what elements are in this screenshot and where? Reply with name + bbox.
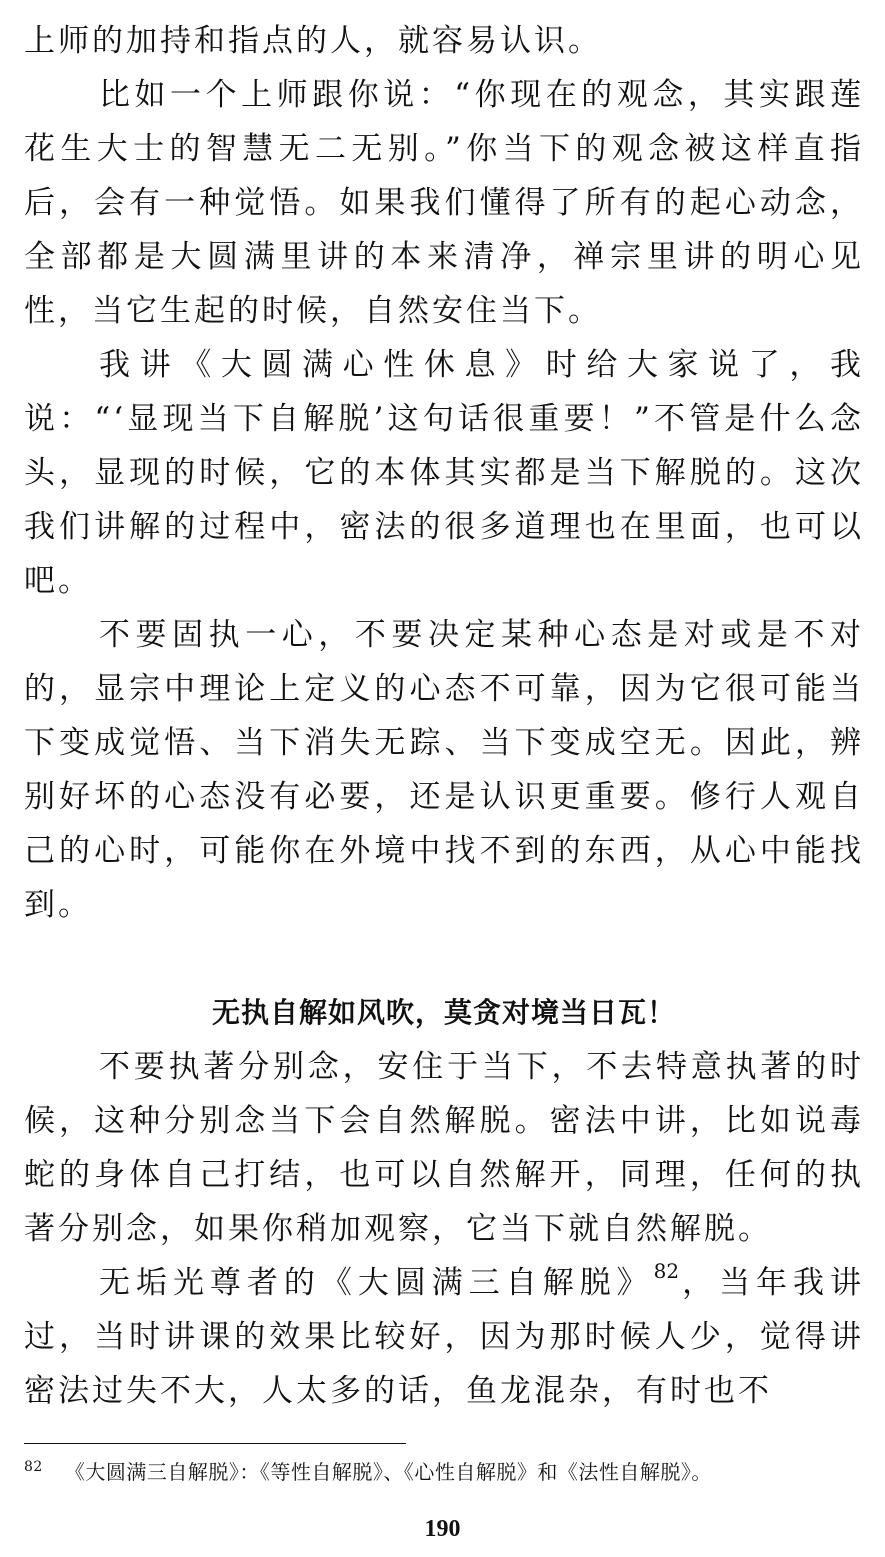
footnote-divider: [24, 1443, 406, 1444]
footnote: [24, 1458, 864, 1489]
page-number: 190: [424, 1516, 461, 1542]
paragraph-2: 比如一个上师跟你说：“你现在的观念，其实跟莲花生大士的智慧无二无别。”你当下的观念被这样直指后，会有一种觉悟。如果我们懂得了所有的起心动念，全部都是大圆满里讲的本来清净，禅宗里讲的明心见性，当它生起的时候，自然安住当下。: [24, 77, 864, 329]
paragraph-1: 上师的加持和指点的人，就容易认识。: [24, 23, 602, 59]
paragraph-4: 不要固执一心，不要决定某种心态是对或是不对的，显宗中理论上定义的心态不可靠，因为它很可能当下变成觉悟、当下消失无踪、当下变成空无。因此，辨别好坏的心态没有必要，还是认识更重要。修行人观自己的心时，可能你在外境中找不到的东西，从心中能找到。: [24, 617, 864, 923]
section-heading: 无执自解如风吹，莫贪对境当日瓦！: [211, 996, 676, 1029]
paragraph-5: 不要执著分别念，安住于当下，不去特意执著的时候，这种分别念当下会自然解脱。密法中讲，比如说毒蛇的身体自己打结，也可以自然解开，同理，任何的执著分别念，如果你稍加观察，它当下就自然解脱。: [24, 1049, 864, 1247]
footnote-number: 82: [24, 1459, 43, 1475]
footnote-reference: 82: [653, 1258, 680, 1283]
paragraph-6-text-before: 无垢光尊者的《大圆满三自解脱》: [99, 1265, 654, 1301]
page-body: [24, 14, 864, 1418]
footnote-text: 《大圆满三自解脱》：《等性自解脱》、《心性自解脱》和《法性自解脱》。: [64, 1460, 712, 1484]
paragraph-6: [24, 1256, 864, 1418]
paragraph-3: 我讲《大圆满心性休息》时给大家说了，我说：“‘显现当下自解脱’这句话很重要！”不管是什么念头，显现的时候，它的本体其实都是当下解脱的。这次我们讲解的过程中，密法的很多道理也在里面，也可以吧。: [24, 347, 864, 599]
paragraph-6-text-after: ，当年我讲过，当时讲课的效果比较好，因为那时候人少，觉得讲密法过失不大，人太多的话，鱼龙混杂，有时也不: [24, 1265, 865, 1409]
